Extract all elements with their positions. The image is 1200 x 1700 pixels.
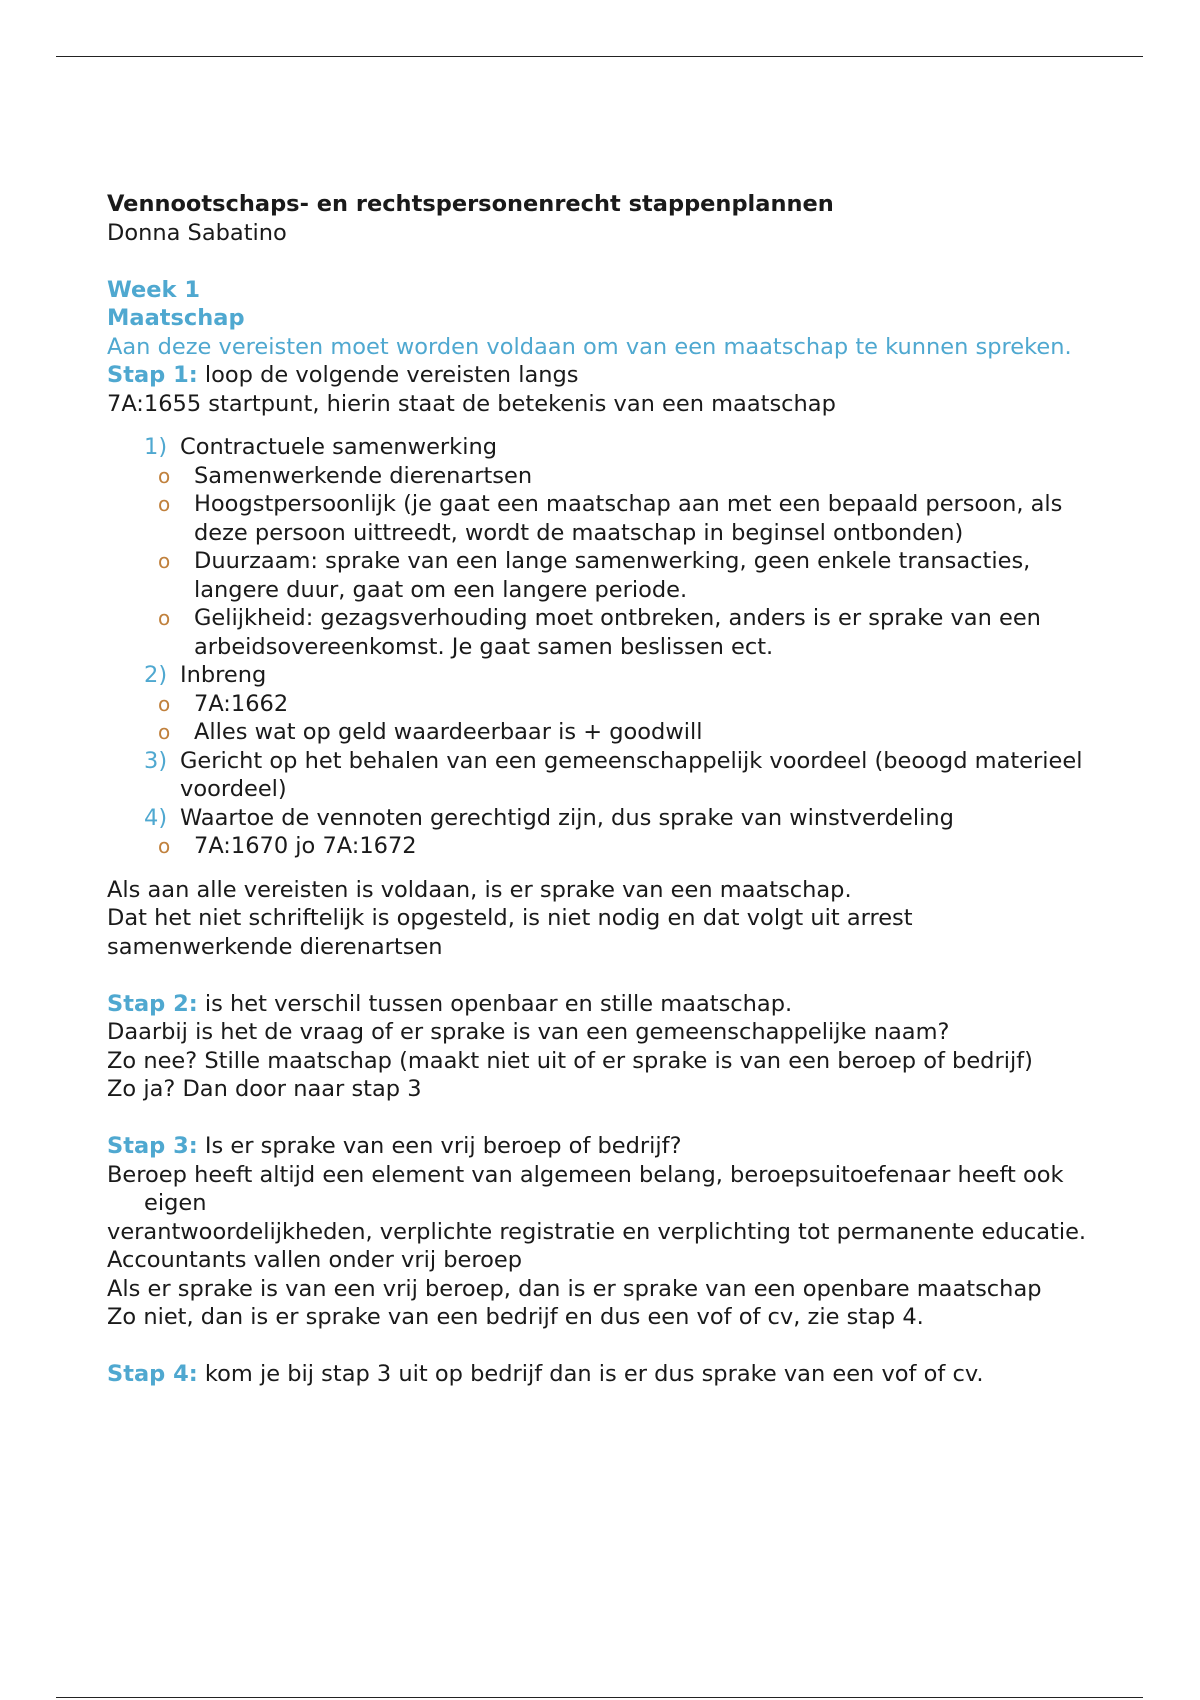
requirement-bullet (107, 832, 1097, 861)
step4-text: kom je bij stap 3 uit op bedrijf dan is er dus sprake van een vof of cv. (197, 1361, 984, 1387)
requirement-text: Waartoe de vennoten gerechtigd zijn, dus sprake van winstverdeling (180, 804, 954, 831)
document-author: Donna Sabatino (107, 219, 287, 246)
conclusion-line: samenwerkende dierenartsen (107, 933, 443, 960)
step1-paragraph (107, 361, 1097, 390)
bullet-text: Hoogstpersoonlijk (je gaat een maatschap aan met een bepaald persoon, als deze persoon uittreedt, wordt de maatschap in beginsel ontbonden) (194, 491, 1063, 546)
requirement-bullet (107, 604, 1097, 661)
step2-line: Zo ja? Dan door naar stap 3 (107, 1076, 422, 1102)
requirement-bullet (107, 462, 1097, 491)
step3-line: Accountants vallen onder vrij beroep (107, 1247, 522, 1273)
document-body (107, 190, 1097, 1389)
bullet-marker: o (158, 492, 171, 516)
bullet-marker: o (158, 691, 171, 716)
requirement-text: Inbreng (180, 662, 267, 688)
conclusion-line: Dat het niet schriftelijk is opgesteld, is niet nodig en dat volgt uit arrest (107, 905, 913, 931)
step3-line: Als er sprake is van een vrij beroep, dan is er sprake van een openbare maatschap (107, 1275, 1042, 1302)
bullet-text: Duurzaam: sprake van een lange samenwerking, geen enkele transacties, langere duur, gaat om een langere periode. (194, 548, 1031, 603)
week-heading: Week 1 (107, 276, 200, 303)
bullet-marker: o (158, 834, 171, 858)
requirement-item (107, 433, 1097, 462)
section-heading: Maatschap (107, 305, 245, 331)
requirement-bullet (107, 490, 1097, 547)
bullet-text: Alles wat op geld waardeerbaar is + goodwill (194, 719, 703, 745)
step1-label: Stap 1: (107, 362, 198, 388)
requirement-item (107, 747, 1097, 804)
intro-text: Aan deze vereisten moet worden voldaan om van een maatschap te kunnen spreken. (107, 333, 1072, 360)
step3-text: Is er sprake van een vrij beroep of bedrijf? (197, 1133, 682, 1159)
document-title: Vennootschaps- en rechtspersonenrecht stappenplannen (107, 191, 834, 217)
top-rule (56, 56, 1143, 57)
requirement-text: Gericht op het behalen van een gemeenschappelijk voordeel (beoogd materieel voordeel) (180, 747, 1083, 802)
bottom-rule (56, 1697, 1143, 1698)
step3-line: Zo niet, dan is er sprake van een bedrijf en dus een vof of cv, zie stap 4. (107, 1304, 924, 1330)
requirement-number: 4) (144, 804, 168, 831)
requirement-number: 2) (144, 662, 168, 688)
requirement-item (107, 804, 1097, 833)
bullet-marker: o (158, 606, 171, 630)
step3-paragraph (107, 1132, 1097, 1161)
bullet-marker: o (158, 549, 171, 573)
requirement-item (107, 661, 1097, 690)
step1-text: loop de volgende vereisten langs (197, 362, 579, 388)
bullet-text: Samenwerkende dierenartsen (194, 462, 533, 489)
conclusion-line: Als aan alle vereisten is voldaan, is er sprake van een maatschap. (107, 876, 852, 903)
step4-label: Stap 4: (107, 1361, 198, 1387)
requirement-bullet (107, 690, 1097, 719)
bullet-marker: o (158, 720, 171, 744)
step2-paragraph (107, 990, 1097, 1019)
requirement-number: 3) (144, 747, 168, 774)
step2-line: Zo nee? Stille maatschap (maakt niet uit of er sprake is van een beroep of bedrijf) (107, 1047, 1033, 1074)
requirement-text: Contractuele samenwerking (180, 434, 497, 460)
requirement-bullet (107, 718, 1097, 747)
requirements-list (107, 433, 1097, 861)
step4-paragraph (107, 1360, 1097, 1389)
requirement-bullet (107, 547, 1097, 604)
bullet-text: 7A:1670 jo 7A:1672 (194, 833, 417, 859)
requirement-number: 1) (144, 434, 168, 460)
step2-line: Daarbij is het de vraag of er sprake is van een gemeenschappelijke naam? (107, 1019, 950, 1045)
step3-label: Stap 3: (107, 1133, 198, 1159)
bullet-marker: o (158, 463, 171, 488)
bullet-text: Gelijkheid: gezagsverhouding moet ontbreken, anders is er sprake van een arbeidsovereenkomst. Je gaat samen beslissen ect. (194, 605, 1041, 660)
step3-line: verantwoordelijkheden, verplichte registratie en verplichting tot permanente educatie. (107, 1218, 1087, 1245)
step1-note: 7A:1655 startpunt, hierin staat de betekenis van een maatschap (107, 390, 836, 417)
step3-line: Beroep heeft altijd een element van algemeen belang, beroepsuitoefenaar heeft ook eigen (107, 1161, 1071, 1216)
step2-text: is het verschil tussen openbaar en stille maatschap. (197, 990, 793, 1017)
bullet-text: 7A:1662 (194, 690, 289, 717)
step2-label: Stap 2: (107, 990, 198, 1017)
